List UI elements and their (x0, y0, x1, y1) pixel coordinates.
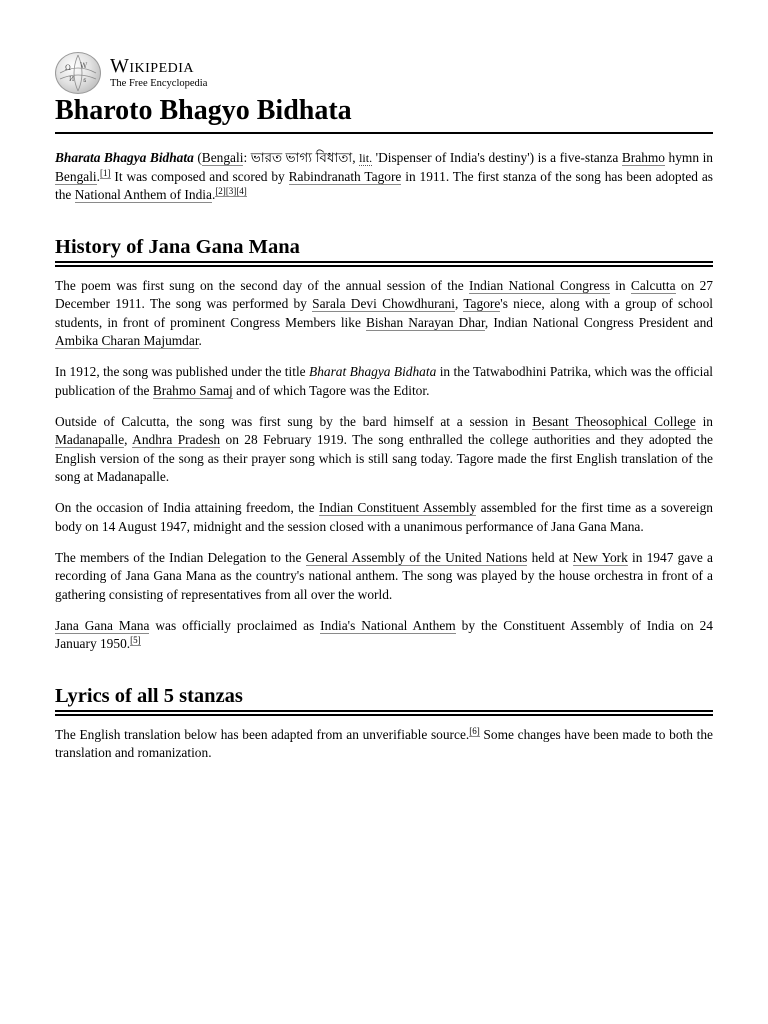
link-bengali-2[interactable]: Bengali (55, 168, 97, 184)
link-constituent-assembly[interactable]: Indian Constituent Assembly (318, 500, 477, 515)
text: . (198, 333, 202, 348)
link-andhra-pradesh[interactable]: Andhra Pradesh (132, 432, 221, 447)
ref-3[interactable]: [3] (225, 186, 237, 196)
article-body (55, 149, 713, 775)
text: , Indian National Congress President and (484, 314, 713, 330)
wordmark-title: Wikipedia (110, 55, 195, 77)
text: Outside of Calcutta, the song was first sung by the bard himself at a session in (55, 413, 533, 429)
svg-text:ธ: ธ (83, 77, 87, 84)
link-brahmo[interactable]: Brahmo (621, 150, 665, 165)
lyrics-paragraph-1 (55, 726, 713, 763)
link-bengali[interactable]: Bengali (201, 150, 244, 165)
link-sarala-devi[interactable]: Sarala Devi Chowdhurani (312, 296, 455, 311)
history-paragraph-3 (55, 413, 713, 487)
text: ( (193, 150, 202, 165)
text: , (454, 296, 464, 311)
link-un-general-assembly[interactable]: General Assembly of the United Nations (305, 549, 528, 565)
text: . (211, 187, 216, 202)
text: by the Constituent Assembly of India on 24 January 1950. (55, 617, 713, 651)
wordmark-subtitle: The Free Encyclopedia (110, 78, 208, 89)
heading-history: History of Jana Gana Mana (55, 234, 713, 263)
svg-text:W: W (80, 62, 88, 70)
link-tagore[interactable]: Tagore (463, 296, 501, 311)
text: in 1947 gave a recording of Jana Gana Mana as the country's national anthem. The song was played by the house orchestra in front of a gathering consisting of representatives from all over the world. (55, 549, 713, 602)
text: 's niece, along with a group of school students, in front of prominent Congress Members like (55, 296, 713, 330)
text: assembled for the first time as a sovereign body on 14 August 1947, midnight and the session closed with a unanimous performance of Jana Gana Mana. (55, 500, 714, 534)
text: in 1911. The first stanza of the song has been adopted as the (55, 168, 713, 202)
link-madanapalle[interactable]: Madanapalle (55, 432, 125, 447)
link-calcutta[interactable]: Calcutta (630, 277, 676, 293)
link-bishan-narayan-dhar[interactable]: Bishan Narayan Dhar (365, 314, 485, 330)
text: . (96, 168, 101, 184)
intro-subject: Bharata Bhagya Bidhata (55, 150, 194, 165)
page-title: Bharoto Bhagyo Bidhata (55, 92, 713, 134)
text: hymn in (665, 150, 713, 165)
text: on 27 December 1911. The song was performed by (55, 277, 713, 311)
history-paragraph-4 (55, 499, 713, 536)
text: Some changes have been made to both the translation and romanization. (55, 726, 713, 760)
text: The poem was first sung on the second day of the annual session of the (55, 277, 469, 293)
heading-lyrics: Lyrics of all 5 stanzas (55, 683, 713, 712)
link-jana-gana-mana[interactable]: Jana Gana Mana (55, 617, 150, 633)
history-paragraph-5 (55, 549, 713, 605)
wordmark (110, 56, 207, 90)
link-national-anthem[interactable]: National Anthem of India (74, 187, 212, 202)
history-paragraph-2 (55, 363, 713, 400)
link-ambika-charan-majumdar[interactable]: Ambika Charan Majumdar (55, 333, 199, 348)
ref-2[interactable]: [2] (215, 186, 226, 196)
svg-text:И: И (69, 76, 75, 83)
text: The members of the Indian Delegation to the (55, 549, 306, 565)
ref-5[interactable]: [5] (130, 635, 141, 645)
text: , (124, 432, 133, 447)
wikipedia-brand[interactable] (55, 52, 207, 94)
link-indias-national-anthem[interactable]: India's National Anthem (320, 617, 456, 633)
title-italic: Bharat Bhagya Bidhata (309, 364, 437, 379)
link-inc[interactable]: Indian National Congress (468, 277, 610, 293)
text: on 28 February 1919. The song enthralled the college authorities and they adopted the English version of the song as their prayer song which is still sang today. Tagore made the first English translation of the song at Madanapalle. (55, 432, 713, 484)
history-paragraph-6 (55, 617, 713, 654)
svg-text:Ω: Ω (65, 64, 71, 72)
text: in (609, 277, 631, 293)
text: held at (527, 549, 573, 565)
ref-6[interactable]: [6] (469, 725, 480, 736)
text: On the occasion of India attaining freedom, the (55, 500, 319, 515)
link-new-york[interactable]: New York (572, 549, 628, 565)
text: was officially proclaimed as (149, 617, 321, 633)
history-paragraph-1 (55, 277, 713, 351)
ref-4[interactable]: [4] (236, 186, 247, 196)
link-brahmo-samaj[interactable]: Brahmo Samaj (152, 382, 233, 398)
text: and of which Tagore was the Editor. (232, 382, 430, 398)
intro-paragraph (55, 149, 713, 205)
text: in (695, 413, 714, 429)
text: : ভারত ভাগ্য বিধাতা, (243, 150, 360, 165)
wikipedia-globe-icon (55, 52, 101, 94)
ref-1[interactable]: [1] (100, 167, 111, 178)
text: in the Tatwabodhini Patrika, which was the official publication of the (55, 364, 714, 398)
text: The English translation below has been adapted from an unverifiable source. (55, 726, 470, 742)
link-rabindranath-tagore[interactable]: Rabindranath Tagore (288, 168, 402, 184)
link-besant-college[interactable]: Besant Theosophical College (532, 413, 696, 429)
link-lit[interactable]: lit. (359, 151, 373, 165)
text: It was composed and scored by (110, 168, 289, 184)
text: In 1912, the song was published under the title (55, 364, 310, 379)
text: 'Dispenser of India's destiny') is a five-stanza (372, 150, 622, 165)
